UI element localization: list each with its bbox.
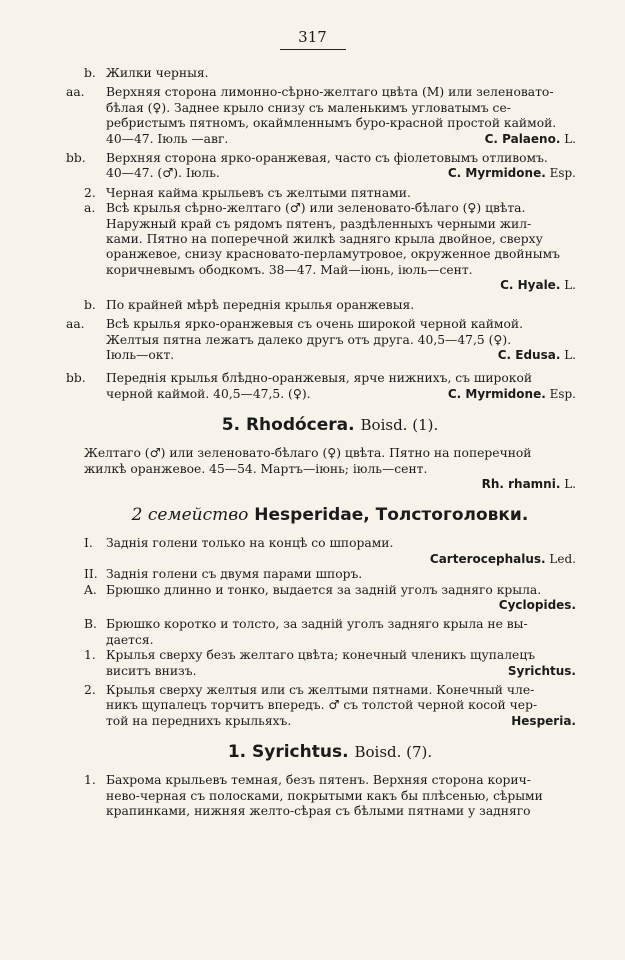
- key-entry: [84, 648, 576, 679]
- text-line: [106, 598, 576, 613]
- entry-key: bb.: [66, 371, 86, 386]
- line-text: Желтыя пятна лежатъ далеко другъ отъ друга. 40,5—47,5 (♀).: [106, 332, 512, 347]
- species-author: Esp.: [545, 386, 576, 401]
- species-author: Esp.: [545, 166, 576, 181]
- genus-name: 5. Rhodócera.: [221, 415, 355, 436]
- text-line: [106, 648, 576, 663]
- line-text: 40—47. Іюль —авг.: [106, 131, 229, 146]
- entry-key: bb.: [66, 151, 86, 166]
- entry-key: I.: [84, 536, 93, 551]
- line-text: Всѣ крылья ярко-оранжевыя съ очень широкой черной каймой.: [106, 317, 524, 332]
- species-name: Rh. rhamni. L.: [481, 476, 576, 491]
- line-text: жилкѣ оранжевое. 45—54. Мартъ—іюнь; іюль—сент.: [84, 461, 428, 476]
- line-text: Бахрома крыльевъ темная, безъ пятенъ. Верхняя сторона корич-: [106, 773, 531, 788]
- line-text: Переднія крылья блѣдно-оранжевыя, ярче нижнихъ, съ широкой: [106, 371, 533, 386]
- line-text: ребристымъ пятномъ, окаймленнымъ буро-красной простой каймой.: [106, 116, 557, 131]
- page-number-rule: [280, 49, 346, 50]
- text-line: [106, 201, 576, 216]
- key-entry: [84, 186, 576, 201]
- entry-key: aa.: [66, 85, 85, 100]
- line-text: виситъ внизъ.: [106, 663, 197, 678]
- key-section-colias: [66, 66, 576, 402]
- species-name: Cyclopides.: [498, 597, 576, 612]
- text-line: [106, 101, 576, 116]
- genus-name: 1. Syrichtus.: [227, 742, 349, 763]
- text-line: [106, 371, 576, 386]
- line-text: Брюшко длинно и тонко, выдается за задній уголъ задняго крыла.: [106, 582, 542, 597]
- line-text: нево-черная съ полосками, покрытыми какъ бы плѣсенью, сѣрыми: [106, 788, 543, 803]
- species-author: Led.: [545, 551, 576, 566]
- page-number: 317: [298, 28, 327, 46]
- text-line: [106, 789, 576, 804]
- spacer: [84, 363, 576, 367]
- text-line: [84, 446, 576, 461]
- line-text: Крылья сверху безъ желтаго цвѣта; конечный членикъ щупалецъ: [106, 648, 536, 663]
- text-line: [106, 773, 576, 788]
- family-name: Hesperidae, Толстоголовки.: [254, 505, 529, 526]
- text-line: [106, 348, 576, 363]
- species-name: C. Hyale. L.: [500, 278, 576, 293]
- species-name: Hesperia.: [511, 713, 576, 728]
- text-line: [106, 151, 576, 166]
- line-text: Черная кайма крыльевъ съ желтыми пятнами.: [106, 185, 411, 200]
- species-name: Carterocephalus. Led.: [429, 551, 576, 566]
- line-text: черной каймой. 40,5—47,5. (♀).: [106, 386, 311, 401]
- key-entry: [66, 85, 576, 147]
- key-entry: [84, 617, 576, 648]
- text-line: [106, 698, 576, 713]
- text-line: [84, 462, 576, 477]
- line-text: никъ щупалецъ торчитъ впередъ. ♂ съ толстой черной косой чер-: [106, 698, 538, 713]
- genus-heading-rhodocera: [84, 415, 576, 435]
- text-line: [106, 116, 576, 131]
- entry-key: aa.: [66, 317, 85, 332]
- text-line: [106, 132, 576, 147]
- entry-key: II.: [84, 567, 98, 582]
- text-line: [106, 617, 576, 632]
- species-author: L.: [560, 278, 576, 293]
- entry-key: 1.: [84, 773, 96, 788]
- family-number: 2 семейство: [131, 505, 249, 526]
- text-line: [106, 263, 576, 278]
- key-section-hesperidae: [84, 536, 576, 729]
- line-text: бѣлая (♀). Заднее крыло снизу съ маленькимъ угловатымъ се-: [106, 100, 511, 115]
- key-entry: [84, 536, 576, 567]
- genus-author: Boisd. (1).: [360, 416, 439, 435]
- text-line: [106, 298, 576, 313]
- text-line: [106, 247, 576, 262]
- line-text: Брюшко коротко и толсто, за задній уголъ задняго крыла не вы-: [106, 617, 528, 632]
- key-entry: [84, 201, 576, 293]
- text-line: [106, 278, 576, 293]
- species-name: C. Palaeno. L.: [484, 131, 576, 146]
- line-text: ками. Пятно на поперечной жилкѣ задняго крыла двойное, сверху: [106, 232, 543, 247]
- text-line: [106, 387, 576, 402]
- text-line: [106, 186, 576, 201]
- line-text: Жилки черныя.: [106, 66, 209, 80]
- key-entry: [84, 773, 576, 819]
- key-section-syrichtus: [84, 773, 576, 819]
- rhodocera-description: [84, 446, 576, 492]
- species-name: C. Myrmidone. Esp.: [447, 166, 576, 181]
- line-text: коричневымъ ободкомъ. 38—47. Май—іюнь, іюль—сент.: [106, 262, 473, 277]
- key-entry: [84, 683, 576, 729]
- line-text: Наружный край съ рядомъ пятенъ, раздѣленныхъ черными жил-: [106, 216, 532, 231]
- text-line: [106, 552, 576, 567]
- key-entry: [84, 66, 576, 81]
- key-entry: [66, 151, 576, 182]
- line-text: 40—47. (♂). Іюль.: [106, 166, 220, 181]
- species-author: L.: [560, 347, 576, 362]
- entry-key: a.: [84, 201, 96, 216]
- family-heading: [84, 505, 576, 525]
- key-entry: [66, 317, 576, 363]
- line-text: Іюль—окт.: [106, 347, 175, 362]
- text-line: [106, 317, 576, 332]
- text-line: [106, 536, 576, 551]
- text-line: [106, 232, 576, 247]
- text-line: [106, 714, 576, 729]
- genus-author: Boisd. (7).: [354, 743, 433, 762]
- text-line: [106, 85, 576, 100]
- key-entry: [84, 583, 576, 614]
- text-line: [106, 66, 576, 81]
- text-line: [106, 567, 576, 582]
- entry-key: 2.: [84, 683, 96, 697]
- line-text: По крайней мѣрѣ переднія крылья оранжевыя.: [106, 297, 415, 312]
- genus-heading-syrichtus: [84, 742, 576, 762]
- text-line: [106, 633, 576, 648]
- entry-key: 2.: [84, 185, 96, 200]
- key-entry: [66, 371, 576, 402]
- line-text: Желтаго (♂) или зеленовато-бѣлаго (♀) цвѣта. Пятно на поперечной: [84, 446, 532, 461]
- text-line: [106, 217, 576, 232]
- entry-key: A.: [84, 582, 97, 597]
- text-line: [106, 664, 576, 679]
- entry-key: b.: [84, 297, 96, 312]
- species-name: Syrichtus.: [507, 663, 576, 678]
- line-text: Заднія голени только на концѣ со шпорами.: [106, 536, 394, 551]
- text-line: [106, 683, 576, 698]
- line-text: крапинками, нижняя желто-сѣрая съ бѣлыми пятнами у задняго: [106, 804, 531, 819]
- species-author: L.: [560, 476, 576, 491]
- line-text: Верхняя сторона лимонно-сѣрно-желтаго цвѣта (M) или зеленовато-: [106, 85, 554, 100]
- key-entry: [84, 567, 576, 582]
- line-text: той на переднихъ крыльяхъ.: [106, 713, 292, 728]
- entry-key: B.: [84, 617, 97, 632]
- text-line: [84, 477, 576, 492]
- species-name: C. Myrmidone. Esp.: [447, 386, 576, 401]
- text-line: [106, 333, 576, 348]
- line-text: Заднія голени съ двумя парами шпоръ.: [106, 567, 363, 582]
- line-text: дается.: [106, 632, 154, 647]
- line-text: Всѣ крылья сѣрно-желтаго (♂) или зеленовато-бѣлаго (♀) цвѣта.: [106, 201, 526, 216]
- line-text: Крылья сверху желтыя или съ желтыми пятнами. Конечный чле-: [106, 683, 535, 697]
- entry-key: 1.: [84, 648, 96, 663]
- line-text: оранжевое, снизу красновато-перламутровое, окруженное двойнымъ: [106, 247, 560, 262]
- species-author: L.: [560, 131, 576, 146]
- text-line: [106, 804, 576, 819]
- text-line: [106, 583, 576, 598]
- line-text: Верхняя сторона ярко-оранжевая, часто съ фіолетовымъ отливомъ.: [106, 151, 548, 166]
- page-content: [66, 66, 576, 819]
- entry-key: b.: [84, 66, 96, 80]
- key-entry: [84, 298, 576, 313]
- text-line: [106, 166, 576, 181]
- species-name: C. Edusa. L.: [497, 347, 576, 362]
